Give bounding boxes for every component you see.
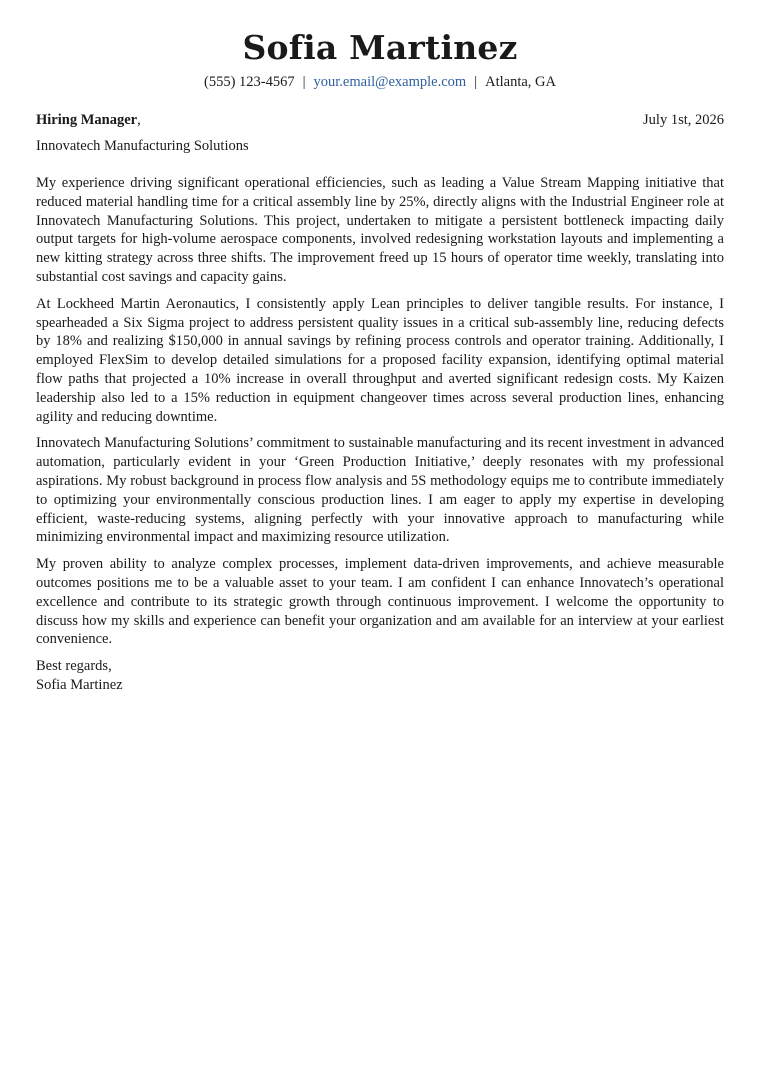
contact-separator: | — [474, 74, 478, 90]
valediction: Best regards, — [36, 658, 112, 675]
applicant-name: Sofia Martinez — [242, 28, 518, 67]
recipient-title: Hiring Manager — [36, 112, 138, 128]
salutation — [36, 110, 141, 130]
email-link[interactable]: your.email@example.com — [313, 74, 467, 90]
contact-separator: | — [302, 74, 306, 90]
location: Atlanta, GA — [485, 74, 556, 90]
body-paragraph: My proven ability to analyze complex processes, implement data-driven improvements, and achieve measurable outcomes positions me to be a valuable asset to your team. I am confident I can enhance Innovatech’s operational excellence and contribute to its strategic growth through continuous improvement. I welcome the opportunity to discuss how my skills and experience can benefit your organization and am available for an interview at your earliest convenience. — [36, 556, 724, 648]
salutation-row — [36, 110, 724, 130]
body-paragraph: My experience driving significant operational efficiencies, such as leading a Value Stream Mapping initiative that reduced material handling time for a critical assembly line by 25%, directly aligns with the Industrial Engineer role at Innovatech Manufacturing Solutions. This project, undertaken to mitigate a persistent bottleneck impacting daily output targets for high-volume aerospace components, involved redesigning workstation layouts and implementing a new kitting strategy across three shifts. The improvement freed up 15 hours of operator time weekly, translating into substantial cost savings and capacity gains. — [36, 175, 724, 285]
recipient-company: Innovatech Manufacturing Solutions — [36, 138, 249, 154]
letter-date: July 1st, 2026 — [643, 112, 724, 128]
phone-number: (555) 123-4567 — [204, 74, 295, 90]
salutation-comma: , — [137, 112, 141, 128]
body-paragraph: Innovatech Manufacturing Solutions’ commitment to sustainable manufacturing and its recent investment in advanced automation, particularly evident in your ‘Green Production Initiative,’ deeply resonates with my professional aspirations. My robust background in process flow analysis and 5S methodology equips me to contribute immediately to optimizing your environmentally conscious production lines. I am eager to apply my expertise in developing efficient, waste-reducing systems, aligning perfectly with your innovative approach to manufacturing while minimizing environmental impact and maximizing resource utilization. — [36, 435, 724, 546]
body-paragraph: At Lockheed Martin Aeronautics, I consistently apply Lean principles to deliver tangible results. For instance, I spearheaded a Six Sigma project to address persistent quality issues in a critical sub-assembly line, reducing defects by 18% and realizing $150,000 in annual savings by refining process controls and operator training. Additionally, I employed FlexSim to develop detailed simulations for a proposed facility expansion, identifying optimal material flow paths that projected a 10% increase in overall throughput and averted significant redesign costs. My Kaizen leadership also led to a 15% reduction in equipment changeover times across several production lines, enhancing agility and reducing downtime. — [36, 295, 724, 425]
signature-name: Sofia Martinez — [36, 676, 123, 693]
contact-line — [36, 72, 724, 92]
letter-body — [36, 174, 724, 649]
letter-closing — [36, 657, 724, 695]
